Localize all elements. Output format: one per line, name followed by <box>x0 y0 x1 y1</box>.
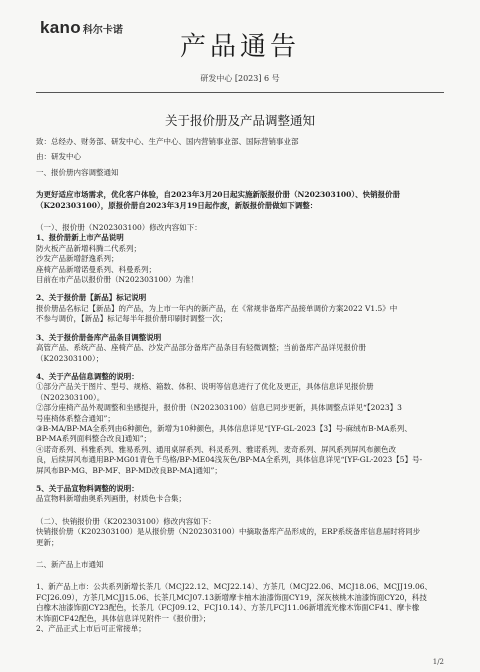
recipients-line: 致：总经办、财务部、研发中心、生产中心、国内营销事业部、国际营销事业部 <box>36 137 299 146</box>
part-1-heading: （一）、报价册（N202303100）修改内容如下： <box>36 223 202 233</box>
point-4-line: 屏风布BP-MG、BP-MF、BP-MD改良BP-MA]通知”； <box>36 465 222 475</box>
intro-line-1: 为更好适应市场需求，优化客户体验，自2023年3月20日起实施新版报价册（N202303100）、快销报价册 <box>36 190 401 200</box>
part-2-line: 快销报价册（K202303100）是从报价册（N202303100）中摘取备库产品形成的，ERP系统备库信息届时将同步 <box>36 527 421 537</box>
part-2-heading: （二）、快销报价册（K202303100）修改内容如下： <box>36 516 216 526</box>
point-1-line: 座椅产品新增诺曼系列、科曼系列； <box>36 264 156 274</box>
point-3-line: 高管产品、系统产品、座椅产品、沙发产品部分备库产品条目有轻微调整；当前备库产品详见报价册 <box>36 343 366 353</box>
section-2-line: 1、新产品上市：公共系列新增长茶几（MCJ22.12、MCJ22.14）、方茶几（MCJ22.06、MCJ18.06、MCJJ19.06、 <box>36 582 433 592</box>
point-3-line: （K202303100）； <box>36 353 104 363</box>
point-4-line: ④诺奇系列、科雅系列、雅易系列、通用桌屏系列、科灵系列、雅诺系列、麦奇系列、屏风系列屏风布颜色改 <box>36 444 396 454</box>
point-1-line: 沙发产品新增舒逸系列； <box>36 254 119 264</box>
section-2-heading: 二、新产品上市通知 <box>36 560 104 569</box>
section-2-line: FCJ26.09），方茶几MCJJ15.06、长茶几MCJ07.13新增摩卡柚木油漆饰面CY19，深灰核桃木油漆饰面CY20，科技 <box>36 592 427 602</box>
point-2-line: 不参与调价，【新品】标记每半年报价册印刷时调整一次； <box>36 314 228 324</box>
point-4-line: 良，后续屏风布通用BP-MG01青色千鸟格/BP-ME04浅灰色/BP-MA全系列，具体信息详见“[YF-GL-2023【5】号- <box>36 455 423 465</box>
point-4-line: ②部分座椅产品外观调整和坐感提升，报价册（N202303100）信息已同步更新，具体调整点详见“【2023】3 <box>36 403 402 413</box>
section-2-line: 木饰面CF42配色，具体信息详见附件一《报价册》； <box>36 613 211 623</box>
page-number: 1/2 <box>432 658 444 666</box>
header-divider <box>36 92 444 93</box>
logo-text-cn: 科尔卡诺 <box>82 25 123 36</box>
point-4-line: ③B-MA/BP-MA全系列由6种颜色，新增为10种颜色，具体信息详见“[YF-GL-2023【3】号-麻绒布B-MA系列、 <box>36 423 412 433</box>
point-5-line: 品宣物料新增曲奥系列画册，材质色卡合集； <box>36 494 186 504</box>
point-4-heading: 4、关于产品信息调整的说明： <box>36 371 139 381</box>
section-1-heading: 一、报价册内容调整通知 <box>36 167 119 177</box>
intro-line-2: （K202303100），原报价册自2023年3月19日起作废，新版报价册做如下调整： <box>36 200 318 210</box>
point-5-heading: 5、关于品宣物料调整的说明： <box>36 483 139 493</box>
sender-line: 由：研发中心 <box>36 152 81 162</box>
section-2-line: 2、产品正式上市后可正常接单； <box>36 624 146 634</box>
point-2-heading: 2、关于报价册【新品】标记说明 <box>36 293 147 303</box>
point-1-line: 目前在市产品以报价册（N202303100）为准！ <box>36 275 199 285</box>
logo-text-en: kano <box>40 18 81 37</box>
point-4-line: BP-MA系列面料整合改良]通知”； <box>36 434 152 444</box>
section-2-line: 白橡木油漆饰面CY23配色，长茶几（FCJ09.12、FCJ10.14）、方茶几FCJ11.06新增流光橡木饰面CF41、摩卡橡 <box>36 603 420 613</box>
document-number: 研发中心 [2023] 6 号 <box>200 74 280 83</box>
point-2-line: 报价册品名标记【新品】的产品，为上市一年内的新产品，在《常规非备库产品接单调价方案2022 V1.5》中 <box>36 303 398 313</box>
point-3-heading: 3、关于报价册备库产品条目调整说明 <box>36 332 162 342</box>
document-title: 产品通告 <box>179 32 300 62</box>
point-4-line: 号座椅体系整合通知”； <box>36 413 115 423</box>
notice-subject: 关于报价册及产品调整通知 <box>164 113 315 128</box>
notice-body <box>36 137 444 634</box>
point-4-line: （N202303100）。 <box>36 392 105 402</box>
point-1-heading: 1、报价册新上市产品说明 <box>36 233 124 243</box>
point-1-line: 防火板产品新增科腾二代系列； <box>36 243 141 253</box>
part-2-line: 更新； <box>36 537 59 547</box>
point-4-line: ①部分产品关于图片、型号、规格、箱数、体积、说明等信息进行了优化及更正，具体信息详见报价册 <box>36 382 374 392</box>
